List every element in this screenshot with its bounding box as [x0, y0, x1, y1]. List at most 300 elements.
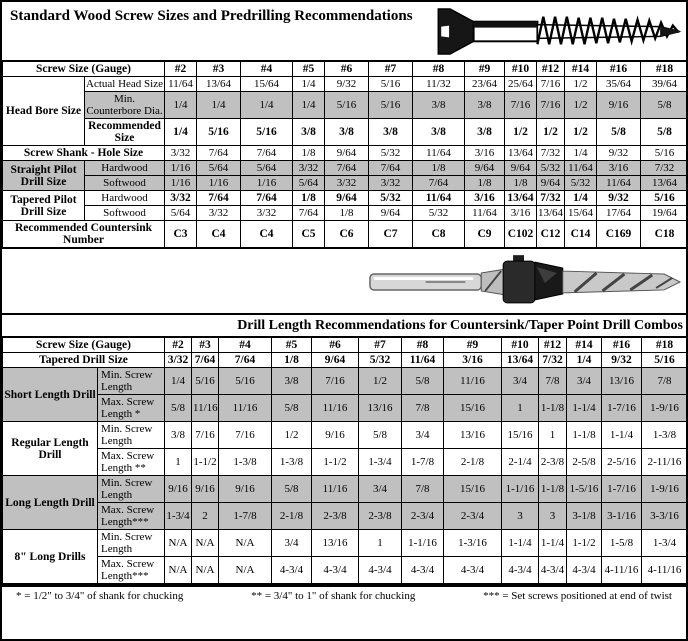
- value-cell: 3/8: [413, 119, 465, 146]
- value-cell: 1-9/16: [642, 476, 688, 503]
- value-cell: #8: [413, 61, 465, 77]
- value-cell: 2-1/4: [502, 449, 539, 476]
- sub-label: Max. Screw Length***: [98, 557, 165, 585]
- value-cell: 7/64: [293, 206, 325, 221]
- sub-label: Min. Screw Length: [98, 368, 165, 395]
- value-cell: 7/16: [537, 77, 565, 92]
- value-cell: 1/16: [197, 176, 241, 191]
- value-cell: 1-3/8: [272, 449, 312, 476]
- value-cell: 3/4: [359, 476, 402, 503]
- sub-label: Max. Screw Length***: [98, 503, 165, 530]
- sub-label: Min. Screw Length: [98, 476, 165, 503]
- value-cell: 3/4: [567, 368, 602, 395]
- value-cell: 1/2: [565, 77, 597, 92]
- sub-label: Recommended Size: [85, 119, 165, 146]
- value-cell: 3/8: [413, 92, 465, 119]
- value-cell: 1-1/4: [502, 530, 539, 557]
- value-cell: 3/8: [272, 368, 312, 395]
- value-cell: 1/2: [272, 422, 312, 449]
- value-cell: 7/8: [402, 476, 444, 503]
- table-row: [3, 368, 688, 395]
- drill-length-table: [2, 336, 688, 585]
- value-cell: #2: [165, 337, 192, 353]
- value-cell: 4-11/16: [602, 557, 642, 585]
- value-cell: C14: [565, 221, 597, 249]
- value-cell: 9/64: [537, 176, 565, 191]
- value-cell: 7/16: [505, 92, 537, 119]
- value-cell: 5/16: [369, 92, 413, 119]
- value-cell: #8: [402, 337, 444, 353]
- value-cell: 5/8: [597, 119, 641, 146]
- table-row: [3, 557, 688, 585]
- value-cell: 2-1/8: [444, 449, 502, 476]
- value-cell: #14: [567, 337, 602, 353]
- table-row: [3, 161, 688, 176]
- group-label: Straight Pilot Drill Size: [3, 161, 85, 191]
- group-label: Tapered Pilot Drill Size: [3, 191, 85, 221]
- value-cell: 7/32: [537, 146, 565, 161]
- value-cell: 11/64: [165, 77, 197, 92]
- value-cell: #16: [597, 61, 641, 77]
- value-cell: 13/16: [444, 422, 502, 449]
- value-cell: 5/64: [241, 161, 293, 176]
- value-cell: 1/16: [165, 161, 197, 176]
- value-cell: 2-3/4: [444, 503, 502, 530]
- value-cell: 7/64: [369, 161, 413, 176]
- value-cell: N/A: [219, 557, 272, 585]
- value-cell: C6: [325, 221, 369, 249]
- value-cell: 3/32: [293, 161, 325, 176]
- value-cell: 5/16: [192, 368, 219, 395]
- value-cell: 2-3/8: [359, 503, 402, 530]
- value-cell: 3/32: [165, 191, 197, 206]
- value-cell: 13/64: [505, 191, 537, 206]
- value-cell: 1-1/16: [402, 530, 444, 557]
- value-cell: 1/2: [565, 119, 597, 146]
- value-cell: 39/64: [641, 77, 688, 92]
- value-cell: 7/64: [219, 353, 272, 368]
- footnotes: [2, 585, 686, 605]
- row-label: Recommended Countersink Number: [3, 221, 165, 249]
- value-cell: 5/16: [325, 92, 369, 119]
- value-cell: 1: [539, 422, 567, 449]
- value-cell: 4-3/4: [272, 557, 312, 585]
- value-cell: 3/32: [165, 353, 192, 368]
- sub-label: Softwood: [85, 206, 165, 221]
- value-cell: 5/16: [642, 353, 688, 368]
- value-cell: 7/64: [241, 191, 293, 206]
- value-cell: 1-1/8: [567, 422, 602, 449]
- value-cell: C12: [537, 221, 565, 249]
- value-cell: 4-3/4: [402, 557, 444, 585]
- value-cell: C7: [369, 221, 413, 249]
- value-cell: 5/64: [197, 161, 241, 176]
- sub-label: Min. Counterbore Dia.: [86, 93, 163, 117]
- group-label: Head Bore Size: [3, 77, 85, 146]
- value-cell: #14: [565, 61, 597, 77]
- value-cell: 1-5/8: [602, 530, 642, 557]
- value-cell: 3-1/16: [602, 503, 642, 530]
- value-cell: 15/16: [444, 395, 502, 422]
- value-cell: 9/64: [312, 353, 359, 368]
- value-cell: 1/8: [413, 161, 465, 176]
- row-label: Screw Size (Gauge): [3, 61, 165, 77]
- value-cell: 1/16: [165, 176, 197, 191]
- value-cell: 1/8: [293, 146, 325, 161]
- value-cell: 9/32: [597, 191, 641, 206]
- value-cell: 7/16: [219, 422, 272, 449]
- wood-screw-image: [432, 5, 686, 63]
- value-cell: 7/64: [241, 146, 293, 161]
- value-cell: #9: [465, 61, 505, 77]
- value-cell: 5/8: [641, 119, 688, 146]
- value-cell: 5/32: [369, 191, 413, 206]
- value-cell: 5/32: [413, 206, 465, 221]
- sub-label: Actual Head Size: [86, 78, 163, 90]
- value-cell: #12: [537, 61, 565, 77]
- value-cell: 9/16: [219, 476, 272, 503]
- value-cell: 9/16: [165, 476, 192, 503]
- sub-label: Hardwood: [85, 191, 165, 206]
- value-cell: 4-3/4: [359, 557, 402, 585]
- value-cell: 1/8: [505, 176, 537, 191]
- value-cell: 13/64: [538, 207, 564, 219]
- value-cell: 3/4: [402, 422, 444, 449]
- table-row: [3, 146, 688, 161]
- value-cell: 4-11/16: [642, 557, 688, 585]
- value-cell: 3-1/8: [567, 503, 602, 530]
- value-cell: 23/64: [465, 77, 505, 92]
- sub-label: Softwood: [85, 176, 165, 191]
- value-cell: 15/16: [502, 422, 539, 449]
- value-cell: 7/32: [641, 161, 688, 176]
- value-cell: C3: [165, 221, 197, 249]
- value-cell: 9/16: [597, 92, 641, 119]
- value-cell: 5/8: [272, 395, 312, 422]
- value-cell: 2-1/8: [272, 503, 312, 530]
- value-cell: 3/8: [325, 119, 369, 146]
- value-cell: 1-3/8: [642, 422, 688, 449]
- value-cell: N/A: [192, 530, 219, 557]
- value-cell: 3/16: [597, 161, 641, 176]
- row-label: Screw Size (Gauge): [3, 337, 165, 353]
- value-cell: 5/16: [641, 191, 688, 206]
- table-row: [3, 422, 688, 449]
- value-cell: 5/16: [197, 119, 241, 146]
- value-cell: 1-7/16: [602, 476, 642, 503]
- table-row: [3, 191, 688, 206]
- value-cell: 13/16: [312, 530, 359, 557]
- value-cell: #12: [539, 337, 567, 353]
- value-cell: 5/8: [165, 395, 192, 422]
- predrilling-table: [2, 60, 688, 249]
- value-cell: 7/64: [325, 161, 369, 176]
- table-row: [3, 449, 688, 476]
- value-cell: 3/4: [502, 368, 539, 395]
- group-label: 8" Long Drills: [3, 530, 98, 585]
- value-cell: 9/64: [465, 161, 505, 176]
- value-cell: 1-3/4: [642, 530, 688, 557]
- value-cell: 1/8: [272, 353, 312, 368]
- value-cell: 1/4: [165, 368, 192, 395]
- second-table-title: Drill Length Recommendations for Countersink/Taper Point Drill Combos: [2, 313, 686, 336]
- table-row: [3, 503, 688, 530]
- value-cell: 1-1/2: [192, 449, 219, 476]
- value-cell: 2-3/8: [312, 503, 359, 530]
- value-cell: 5/16: [219, 368, 272, 395]
- value-cell: 5/16: [369, 77, 413, 92]
- value-cell: #3: [192, 337, 219, 353]
- value-cell: #10: [502, 337, 539, 353]
- value-cell: 2: [192, 503, 219, 530]
- value-cell: 1/4: [165, 119, 197, 146]
- value-cell: N/A: [165, 557, 192, 585]
- value-cell: 4-3/4: [539, 557, 567, 585]
- value-cell: 1-7/8: [219, 503, 272, 530]
- value-cell: 4-3/4: [312, 557, 359, 585]
- value-cell: 3/8: [293, 119, 325, 146]
- value-cell: #4: [241, 61, 293, 77]
- table-row: [3, 395, 688, 422]
- value-cell: 3/16: [444, 353, 502, 368]
- value-cell: 13/64: [502, 353, 539, 368]
- value-cell: C18: [641, 221, 688, 249]
- value-cell: 1-7/16: [602, 395, 642, 422]
- value-cell: 11/16: [219, 395, 272, 422]
- value-cell: 7/8: [402, 395, 444, 422]
- value-cell: 3/8: [465, 119, 505, 146]
- value-cell: #5: [272, 337, 312, 353]
- value-cell: 7/16: [312, 368, 359, 395]
- value-cell: 1/8: [325, 206, 369, 221]
- value-cell: 1-5/16: [567, 476, 602, 503]
- value-cell: C169: [597, 221, 641, 249]
- value-cell: 1-1/2: [312, 449, 359, 476]
- value-cell: 1/2: [565, 92, 597, 119]
- value-cell: N/A: [192, 557, 219, 585]
- value-cell: 1-1/4: [567, 395, 602, 422]
- value-cell: 5/8: [359, 422, 402, 449]
- value-cell: #9: [444, 337, 502, 353]
- value-cell: #6: [312, 337, 359, 353]
- value-cell: 11/64: [413, 191, 465, 206]
- value-cell: #5: [293, 61, 325, 77]
- value-cell: #7: [369, 61, 413, 77]
- table-row: [3, 92, 688, 119]
- value-cell: 1-1/8: [539, 476, 567, 503]
- value-cell: 1/4: [197, 92, 241, 119]
- group-label: Short Length Drill: [3, 368, 98, 422]
- middle-band: [2, 249, 686, 313]
- value-cell: 3/16: [505, 206, 537, 221]
- value-cell: 5/16: [641, 146, 688, 161]
- value-cell: 5/64: [165, 206, 197, 221]
- value-cell: 1: [359, 530, 402, 557]
- value-cell: N/A: [219, 530, 272, 557]
- value-cell: 9/32: [325, 77, 369, 92]
- table-row: [3, 77, 688, 92]
- value-cell: 3/4: [272, 530, 312, 557]
- value-cell: 3/8: [369, 119, 413, 146]
- value-cell: C4: [241, 221, 293, 249]
- value-cell: 11/16: [312, 395, 359, 422]
- value-cell: 4-3/4: [444, 557, 502, 585]
- value-cell: 1: [502, 395, 539, 422]
- value-cell: 9/64: [325, 191, 369, 206]
- value-cell: 7/64: [197, 146, 241, 161]
- value-cell: 5/8: [272, 476, 312, 503]
- value-cell: 1: [165, 449, 192, 476]
- value-cell: 11/64: [597, 176, 641, 191]
- table-row: [3, 176, 688, 191]
- value-cell: 1/2: [537, 119, 565, 146]
- value-cell: 1/4: [293, 77, 325, 92]
- value-cell: 11/64: [413, 146, 465, 161]
- value-cell: 13/64: [197, 77, 241, 92]
- footnote-1: * = 1/2" to 3/4" of shank for chucking: [16, 590, 184, 602]
- value-cell: 11/32: [413, 77, 465, 92]
- value-cell: 11/16: [192, 395, 219, 422]
- table-row: [3, 61, 688, 77]
- value-cell: 3-3/16: [642, 503, 688, 530]
- value-cell: #18: [641, 61, 688, 77]
- value-cell: 13/16: [359, 395, 402, 422]
- value-cell: 1/8: [293, 191, 325, 206]
- value-cell: 35/64: [597, 77, 641, 92]
- value-cell: #18: [642, 337, 688, 353]
- value-cell: 1-3/8: [219, 449, 272, 476]
- table-row: [3, 337, 688, 353]
- value-cell: 1/4: [293, 92, 325, 119]
- value-cell: 2-3/4: [402, 503, 444, 530]
- value-cell: 7/64: [413, 176, 465, 191]
- value-cell: #7: [359, 337, 402, 353]
- value-cell: 2-3/8: [539, 449, 567, 476]
- row-label: Screw Shank - Hole Size: [3, 146, 165, 161]
- value-cell: 7/8: [539, 368, 567, 395]
- table-row: [3, 530, 688, 557]
- value-cell: 1/2: [359, 368, 402, 395]
- value-cell: 7/16: [192, 422, 219, 449]
- table-row: [3, 119, 688, 146]
- value-cell: 5/32: [369, 146, 413, 161]
- value-cell: 11/64: [402, 353, 444, 368]
- value-cell: 9/64: [369, 206, 413, 221]
- value-cell: 2-11/16: [642, 449, 688, 476]
- table-row: [3, 476, 688, 503]
- value-cell: 3/8: [165, 422, 192, 449]
- group-label: Regular Length Drill: [3, 422, 98, 476]
- value-cell: #3: [197, 61, 241, 77]
- value-cell: 7/16: [537, 92, 565, 119]
- footnote-3: *** = Set screws positioned at end of twist: [483, 590, 672, 602]
- value-cell: 1/4: [241, 92, 293, 119]
- value-cell: 1/8: [465, 176, 505, 191]
- value-cell: 1/2: [505, 119, 537, 146]
- table-row: [3, 353, 688, 368]
- value-cell: 5/8: [641, 92, 688, 119]
- value-cell: 1-1/16: [502, 476, 539, 503]
- sub-label: Min. Screw Length: [98, 422, 165, 449]
- value-cell: 2-5/8: [567, 449, 602, 476]
- value-cell: 1-9/16: [642, 395, 688, 422]
- value-cell: 9/32: [597, 146, 641, 161]
- table-row: [3, 206, 688, 221]
- value-cell: 13/64: [505, 146, 537, 161]
- value-cell: #4: [219, 337, 272, 353]
- sub-label: Min. Screw Length: [98, 530, 165, 557]
- value-cell: 3/16: [465, 146, 505, 161]
- value-cell: 3/16: [465, 191, 505, 206]
- value-cell: C102: [505, 221, 537, 249]
- value-cell: 4-3/4: [502, 557, 539, 585]
- sub-label: Max. Screw Length *: [98, 395, 165, 422]
- value-cell: 9/32: [602, 353, 642, 368]
- table-row: [3, 221, 688, 249]
- value-cell: 15/64: [565, 206, 597, 221]
- value-cell: 9/64: [325, 146, 369, 161]
- value-cell: 1/4: [165, 92, 197, 119]
- row-label: Tapered Drill Size: [3, 353, 165, 368]
- countersink-drill-image: [366, 253, 684, 314]
- value-cell: 3/32: [369, 176, 413, 191]
- value-cell: N/A: [165, 530, 192, 557]
- value-cell: 1-3/4: [165, 503, 192, 530]
- value-cell: 7/32: [537, 191, 565, 206]
- value-cell: C9: [465, 221, 505, 249]
- value-cell: 5/32: [565, 176, 597, 191]
- footnote-2: ** = 3/4" to 1" of shank for chucking: [251, 590, 416, 602]
- page-title: Standard Wood Screw Sizes and Predrilling Recommendations: [10, 8, 413, 24]
- value-cell: 1-1/2: [567, 530, 602, 557]
- value-cell: 3: [502, 503, 539, 530]
- value-cell: 1/4: [565, 191, 597, 206]
- sub-label: Max. Screw Length **: [98, 449, 165, 476]
- value-cell: 15/16: [444, 476, 502, 503]
- top-banner: [2, 2, 686, 60]
- value-cell: 7/32: [539, 353, 567, 368]
- value-cell: 13/64: [641, 176, 688, 191]
- value-cell: 2-5/16: [602, 449, 642, 476]
- value-cell: 19/64: [641, 206, 688, 221]
- sub-label: Hardwood: [85, 161, 165, 176]
- value-cell: 3/8: [465, 92, 505, 119]
- group-label: Long Length Drill: [3, 476, 98, 530]
- value-cell: 9/64: [505, 161, 537, 176]
- value-cell: 1-1/8: [539, 395, 567, 422]
- value-cell: #6: [325, 61, 369, 77]
- value-cell: 1/16: [241, 176, 293, 191]
- value-cell: 11/16: [444, 368, 502, 395]
- value-cell: 9/16: [312, 422, 359, 449]
- value-cell: 7/64: [192, 353, 219, 368]
- value-cell: 1/4: [567, 353, 602, 368]
- value-cell: 17/64: [597, 206, 641, 221]
- value-cell: 1-3/16: [444, 530, 502, 557]
- value-cell: 11/16: [312, 476, 359, 503]
- value-cell: 1-7/8: [402, 449, 444, 476]
- value-cell: C5: [293, 221, 325, 249]
- value-cell: 5/32: [359, 353, 402, 368]
- value-cell: 5/8: [402, 368, 444, 395]
- value-cell: 1-3/4: [359, 449, 402, 476]
- value-cell: 4-3/4: [567, 557, 602, 585]
- value-cell: 3/32: [241, 206, 293, 221]
- value-cell: #16: [602, 337, 642, 353]
- value-cell: 25/64: [505, 77, 537, 92]
- value-cell: C4: [197, 221, 241, 249]
- value-cell: 3: [539, 503, 567, 530]
